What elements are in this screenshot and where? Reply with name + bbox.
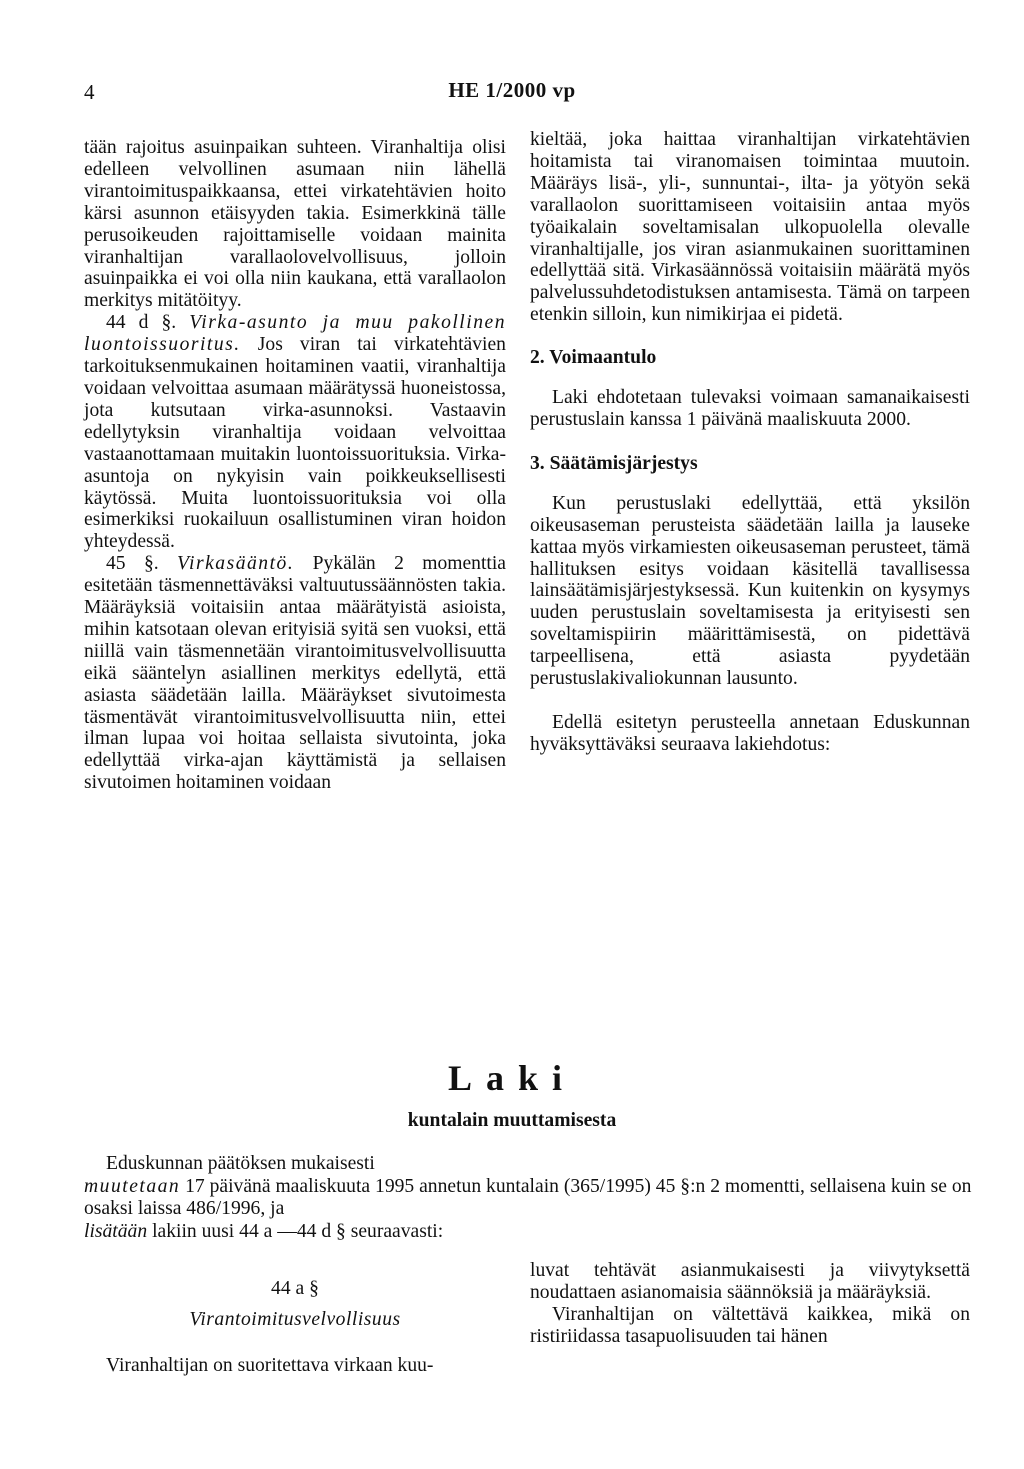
law-section-continued — [530, 1260, 970, 1348]
law-section-text: Viranhaltijan on suoritettava virkaan kuu- — [106, 1355, 434, 1376]
preamble-line: Eduskunnan päätöksen mukaisesti — [106, 1153, 375, 1174]
paragraph: Laki ehdotetaan tulevaksi voimaan samanaikaisesti perustuslain kanssa 1 päivänä maaliskuuta 2000. — [530, 387, 970, 430]
paragraph-44d — [84, 312, 506, 553]
add-word: lisätään — [84, 1220, 148, 1242]
right-column — [530, 129, 970, 756]
preamble-add — [84, 1221, 980, 1244]
law-section-heading: Virantoimitusvelvollisuus — [189, 1309, 401, 1330]
section-heading: Virka-asunto ja muu pakollinen luontoissuoritus. — [84, 312, 506, 356]
paragraph: Kun perustuslaki edellyttää, että yksilön oikeusaseman perusteista säädetään lailla ja lauseke kattaa myös virkamiesten oikeusaseman perusteet, tämä hallituksen esitys voidaan käsitellä tavallisessa lainsäätämisjärjestyksessä. Kun kuitenkin on kysymys uuden perustuslain soveltamisesta ja erityisesti sen soveltamispiirin määrittämisestä, on pidettävä tarpeellisena, että asiasta pyydetään perustuslakivaliokunnan lausunto. — [530, 492, 970, 690]
section-text: Jos viran tai virkatehtävien tarkoituksenmukainen hoitaminen vaatii, viranhaltija voidaan velvoittaa asumaan määrätyssä huoneistossa, jota kutsutaan virka-asunnoksi. Vastaavin edellytyksin viranhaltija voidaan velvoittaa vastaanottamaan muitakin luontoissuorituksia. Virka-asuntoja on nykyisin vain poikkeuksellisesti käytössä. Muita luontoissuorituksia voi olla esimerkiksi ruokailuun osallistuminen viran hoidon yhteydessä. — [84, 334, 506, 553]
section-heading: Virkasääntö. — [177, 553, 295, 575]
law-preamble — [84, 1153, 980, 1243]
amend-text: 17 päivänä maaliskuuta 1995 annetun kuntalain (365/1995) 45 §:n 2 momentti, sellaisena kuin se on osaksi laissa 486/1996, ja — [84, 1175, 972, 1219]
left-column — [84, 137, 506, 794]
section-number: 44 d §. — [106, 312, 177, 334]
page-number: 4 — [84, 80, 95, 104]
law-subtitle: kuntalain muuttamisesta — [407, 1110, 617, 1131]
paragraph: Viranhaltijan on vältettävä kaikkea, mikä on ristiriidassa tasapuolisuuden tai hänen — [530, 1304, 970, 1347]
paragraph: kieltää, joka haittaa viranhaltijan virkatehtävien hoitamista tai viranomaisen toimintaa muutoin. Määräys lisä-, yli-, sunnuntai-, ilta- ja yötyön sekä varallaolon suorittamiseen voitaisiin antaa myös työaikalain soveltamisalan ulkopuolella olevalle viranhaltijalle, jos viran asianmukainen suorittaminen edellyttää sitä. Virkasäännössä voitaisiin määrätä myös palvelussuhdetodistuksen antamisesta. Tämä on tarpeen etenkin silloin, kun nimikirjaa ei pidetä. — [530, 129, 970, 326]
add-text: lakiin uusi 44 a —44 d § seuraavasti: — [152, 1220, 444, 1242]
paragraph-closing: Edellä esitetyn perusteella annetaan Eduskunnan hyväksyttäväksi seuraava lakiehdotus: — [530, 711, 970, 755]
paragraph: tään rajoitus asuinpaikan suhteen. Viranhaltija olisi edelleen velvollinen asumaan niin lähellä virantoimituspaikkaansa, ettei virkatehtävien hoito kärsi asunnon etäisyyden takia. Esimerkkinä tälle perusoikeuden rajoittamiselle voidaan mainita viranhaltijan varallaolovelvollisuus, jolloin asuinpaikka ei voi olla niin kaukana, että varallaolon merkitys mitätöityy. — [84, 137, 506, 312]
paragraph-45 — [84, 553, 506, 794]
section-number: 45 §. — [106, 553, 159, 575]
preamble-amend — [84, 1176, 980, 1221]
section-text: Pykälän 2 momenttia esitetään täsmennettäväksi valtuutussäännösten takia. Määräyksiä voitaisiin antaa määrätyistä asioista, mihin katsotaan olevan erityisiä syitä sen vuoksi, että niillä vain täsmennetään virantoimitusvelvollisuutta eikä sääntelyn asiallinen merkitys edellytä, että asiasta säädetään lailla. Määräykset sivutoimesta täsmentävät virantoimitusvelvollisuutta niin, ettei ilman lupaa voi hoitaa sellaista sivutointa, joka edellyttää virka-ajan käyttämistä ja sellaisen sivutoimen hoitaminen voidaan — [84, 553, 507, 794]
law-title: Laki — [447, 1058, 577, 1098]
paragraph: luvat tehtävät asianmukaisesti ja viivytyksettä noudattaen asianomaisia säännöksiä ja määräyksiä. — [530, 1260, 970, 1303]
law-section-number: 44 a § — [271, 1278, 319, 1299]
section-heading-saatamisjarjestys: 3. Säätämisjärjestys — [530, 452, 698, 474]
running-title: HE 1/2000 vp — [448, 78, 576, 102]
amend-word: muutetaan — [84, 1175, 181, 1197]
section-heading-voimaantulo: 2. Voimaantulo — [530, 347, 657, 369]
